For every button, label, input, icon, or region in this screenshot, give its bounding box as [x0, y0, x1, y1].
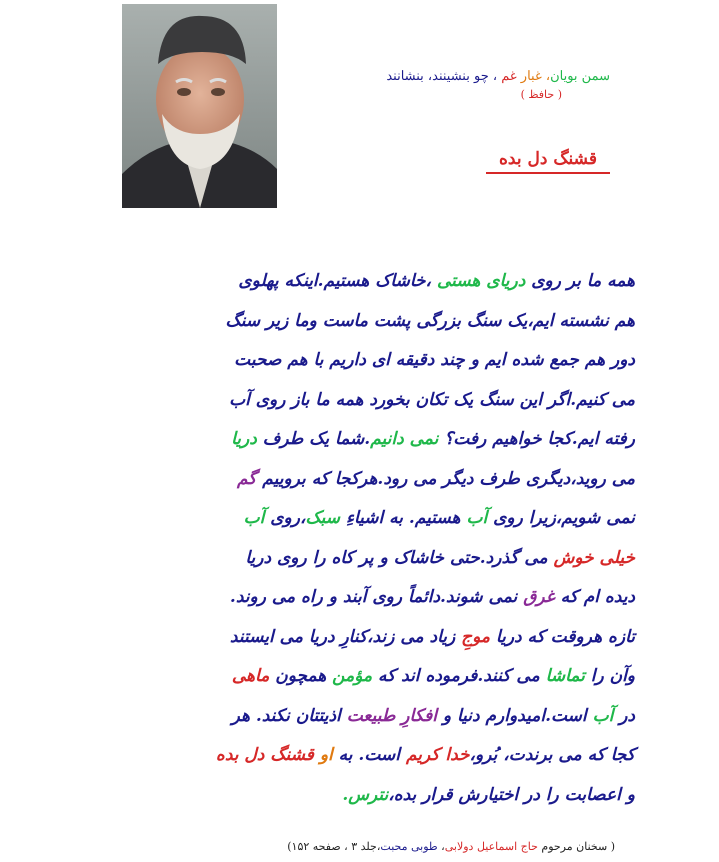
body-segment: آب: [243, 508, 265, 528]
body-segment: هستیم. به اشیاءِ: [340, 508, 467, 528]
portrait-photo: [122, 4, 277, 208]
source-rest: ،جلد ۳ ، صفحه ۱۵۲): [287, 840, 381, 853]
poem-verse: [300, 68, 610, 104]
body-segment: سبک: [305, 508, 341, 528]
body-segment: آب: [466, 508, 488, 528]
source-separator: ،: [437, 840, 445, 853]
body-segment: موجِ: [461, 626, 491, 647]
body-segment: کجا که می برندت، بُرو،: [469, 745, 635, 765]
body-segment: و اعصابت را در اختیارش قرار بده،: [388, 784, 635, 805]
body-segment: می کنیم.اگر این سنگ یک تکان بخورد همه ما باز روی آب: [229, 389, 635, 410]
body-segment: خدا کریم: [405, 745, 470, 765]
body-line: [95, 341, 635, 381]
body-segment: می کنند.فرموده اند که: [372, 666, 546, 686]
body-segment: افکارِ طبیعت: [346, 705, 437, 726]
poem-part: غم: [497, 69, 521, 84]
body-segment: است. به: [332, 745, 406, 765]
body-segment: او: [319, 745, 333, 765]
poem-part: ، چو بنشینند، بنشانند: [386, 69, 498, 84]
body-segment: دور هم جمع شده ایم و چند دقیقه ای داریم با هم صحبت: [234, 350, 635, 370]
portrait-photo-icon: [122, 4, 277, 208]
body-segment: .شما یک طرف: [256, 429, 371, 449]
body-segment: می روید،دیگری طرف دیگر می رود.هرکجا که بروییم: [256, 468, 635, 489]
body-segment: رفته ایم.کجا خواهیم رفت؟: [438, 429, 635, 449]
poem-line: [300, 68, 610, 86]
body-segment: است.امیدوارم دنیا و: [436, 705, 593, 726]
body-line: [95, 381, 635, 421]
source-name: حاج اسماعیل دولابی: [444, 840, 538, 853]
body-segment: زیاد می زند،کنارِ دریا می ایستند: [229, 626, 462, 647]
body-segment: نترس.: [342, 784, 389, 805]
body-segment: می گذرد.حتی خاشاک و پر کاه را روی دریا: [245, 547, 554, 568]
body-line: [95, 657, 635, 697]
body-line: [95, 618, 635, 658]
body-segment: اذیتتان نکند. هر: [231, 705, 347, 726]
body-segment: دریای هستی: [436, 271, 526, 291]
body-segment: همه ما بر روی: [525, 271, 635, 291]
source-book: طوبی محبت: [380, 840, 438, 853]
body-text: [95, 262, 635, 815]
body-segment: نمی شویم،زیرا روی: [487, 508, 635, 528]
body-segment: ماهی: [231, 666, 270, 686]
body-segment: قشنگ دل بده: [215, 745, 314, 765]
body-line: [95, 499, 635, 539]
body-line: [95, 302, 635, 342]
body-segment: خیلی خوش: [553, 547, 635, 568]
poem-part: سمن بویان: [550, 69, 610, 84]
body-line: [95, 578, 635, 618]
body-segment: مؤمن: [332, 666, 373, 686]
body-segment: تازه هروقت که دریا: [490, 626, 635, 647]
body-line: [95, 262, 635, 302]
body-line: [95, 697, 635, 737]
body-segment: همچون: [269, 666, 333, 686]
body-line: [95, 776, 635, 816]
body-segment: نمی شوند.دائماً روی آبند و راه می روند.: [229, 587, 524, 607]
body-segment: غرق: [523, 587, 555, 607]
body-segment: هم نشسته ایم،یک سنگ بزرگی پشت ماست وما زیر سنگ: [225, 310, 635, 331]
body-segment: تماشا: [545, 666, 585, 686]
body-segment: ،خاشاک هستیم.اینکه پهلوی: [238, 271, 437, 291]
body-segment: گم: [236, 468, 257, 489]
body-segment: نمی دانیم: [370, 429, 439, 449]
page-title: قشنگ دل بده: [486, 146, 610, 174]
body-line: [95, 539, 635, 579]
poem-part: ، غبار: [520, 69, 551, 84]
body-segment: وآن را: [584, 666, 635, 686]
body-line: [95, 460, 635, 500]
body-segment: ،روی: [264, 508, 306, 528]
source-prefix: ( سخنان مرحوم: [537, 840, 615, 853]
body-segment: آب: [592, 705, 614, 726]
poem-attribution: ( حافظ ): [520, 88, 562, 101]
source-citation: [225, 840, 615, 853]
body-segment: دریا: [231, 429, 257, 449]
body-line: [95, 736, 635, 776]
body-segment: دیده ام که: [554, 587, 635, 607]
body-segment: در: [613, 705, 635, 726]
body-line: [95, 420, 635, 460]
